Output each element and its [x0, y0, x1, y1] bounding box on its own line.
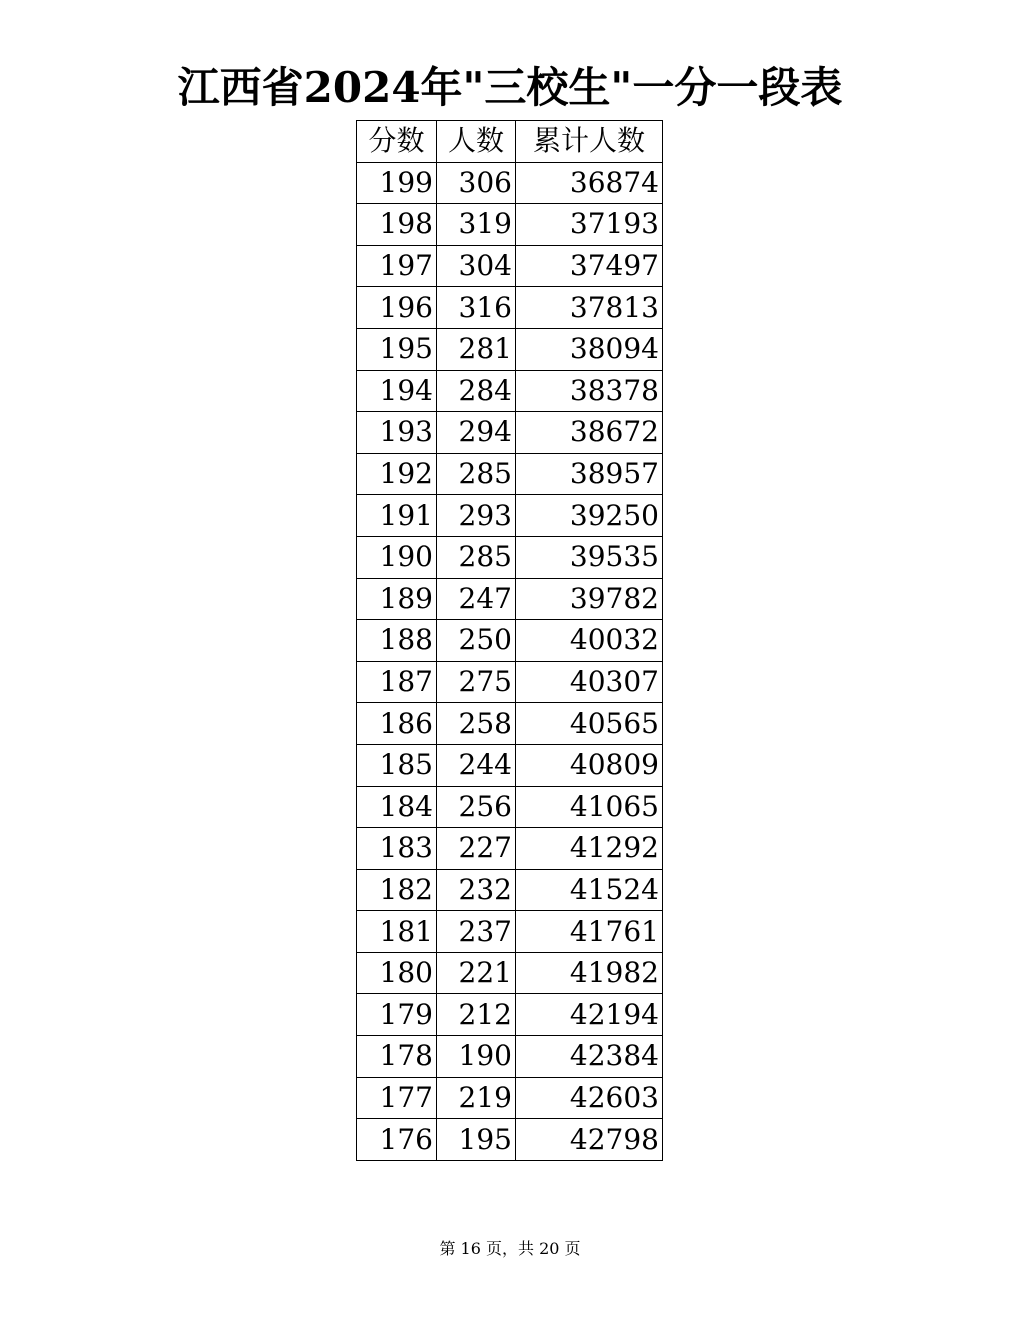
cell-score: 186 [357, 703, 437, 745]
cell-cumulative: 39782 [516, 578, 663, 620]
cell-count: 284 [437, 370, 516, 412]
cell-count: 258 [437, 703, 516, 745]
page-title: 江西省2024年"三校生"一分一段表 [177, 63, 843, 112]
cell-count: 285 [437, 453, 516, 495]
cell-score: 184 [357, 786, 437, 828]
cell-count: 219 [437, 1077, 516, 1119]
cell-count: 281 [437, 328, 516, 370]
cell-count: 319 [437, 204, 516, 246]
table-body [357, 162, 663, 1160]
cell-cumulative: 41292 [516, 828, 663, 870]
cell-cumulative: 40565 [516, 703, 663, 745]
cell-cumulative: 36874 [516, 162, 663, 204]
cell-count: 285 [437, 536, 516, 578]
cell-count: 232 [437, 869, 516, 911]
table-row [357, 245, 663, 287]
cell-count: 244 [437, 744, 516, 786]
table-row [357, 661, 663, 703]
cell-cumulative: 42384 [516, 1036, 663, 1078]
cell-cumulative: 39250 [516, 495, 663, 537]
cell-score: 180 [357, 952, 437, 994]
table-row [357, 1119, 663, 1161]
cell-score: 191 [357, 495, 437, 537]
cell-score: 194 [357, 370, 437, 412]
cell-score: 196 [357, 287, 437, 329]
cell-count: 221 [437, 952, 516, 994]
table-row [357, 162, 663, 204]
table-row [357, 828, 663, 870]
cell-count: 293 [437, 495, 516, 537]
cell-cumulative: 37497 [516, 245, 663, 287]
score-distribution-table [356, 120, 663, 1161]
column-header-count: 人数 [437, 121, 516, 163]
cell-cumulative: 41065 [516, 786, 663, 828]
cell-count: 256 [437, 786, 516, 828]
table-header-row [357, 121, 663, 163]
cell-score: 179 [357, 994, 437, 1036]
table-row [357, 994, 663, 1036]
table-row [357, 578, 663, 620]
table-row [357, 370, 663, 412]
cell-cumulative: 40032 [516, 620, 663, 662]
cell-count: 212 [437, 994, 516, 1036]
table-row [357, 744, 663, 786]
cell-score: 192 [357, 453, 437, 495]
table-row [357, 287, 663, 329]
cell-cumulative: 40809 [516, 744, 663, 786]
table-row [357, 911, 663, 953]
cell-count: 316 [437, 287, 516, 329]
table-row [357, 536, 663, 578]
cell-count: 275 [437, 661, 516, 703]
page-footer: 第 16 页，共 20 页 [439, 1239, 581, 1258]
cell-cumulative: 41982 [516, 952, 663, 994]
cell-cumulative: 38094 [516, 328, 663, 370]
cell-score: 199 [357, 162, 437, 204]
cell-cumulative: 42194 [516, 994, 663, 1036]
cell-count: 237 [437, 911, 516, 953]
table-row [357, 952, 663, 994]
cell-score: 197 [357, 245, 437, 287]
table-row [357, 869, 663, 911]
cell-cumulative: 37193 [516, 204, 663, 246]
cell-cumulative: 41524 [516, 869, 663, 911]
cell-cumulative: 38378 [516, 370, 663, 412]
cell-score: 182 [357, 869, 437, 911]
table-row [357, 1036, 663, 1078]
cell-count: 195 [437, 1119, 516, 1161]
cell-count: 304 [437, 245, 516, 287]
cell-score: 185 [357, 744, 437, 786]
cell-score: 190 [357, 536, 437, 578]
cell-count: 247 [437, 578, 516, 620]
table-row [357, 495, 663, 537]
column-header-cumulative: 累计人数 [516, 121, 663, 163]
cell-score: 193 [357, 412, 437, 454]
table-row [357, 703, 663, 745]
cell-cumulative: 40307 [516, 661, 663, 703]
cell-cumulative: 39535 [516, 536, 663, 578]
cell-count: 306 [437, 162, 516, 204]
cell-cumulative: 42798 [516, 1119, 663, 1161]
cell-score: 183 [357, 828, 437, 870]
cell-cumulative: 38957 [516, 453, 663, 495]
table-row [357, 328, 663, 370]
cell-count: 190 [437, 1036, 516, 1078]
cell-count: 227 [437, 828, 516, 870]
table-row [357, 204, 663, 246]
cell-score: 188 [357, 620, 437, 662]
cell-cumulative: 38672 [516, 412, 663, 454]
cell-cumulative: 41761 [516, 911, 663, 953]
cell-score: 195 [357, 328, 437, 370]
cell-score: 189 [357, 578, 437, 620]
cell-cumulative: 37813 [516, 287, 663, 329]
cell-count: 250 [437, 620, 516, 662]
table-row [357, 620, 663, 662]
cell-score: 198 [357, 204, 437, 246]
table-row [357, 453, 663, 495]
cell-score: 176 [357, 1119, 437, 1161]
table-row [357, 412, 663, 454]
table-row [357, 786, 663, 828]
cell-score: 187 [357, 661, 437, 703]
cell-score: 178 [357, 1036, 437, 1078]
table-row [357, 1077, 663, 1119]
cell-score: 181 [357, 911, 437, 953]
cell-cumulative: 42603 [516, 1077, 663, 1119]
column-header-score: 分数 [357, 121, 437, 163]
cell-count: 294 [437, 412, 516, 454]
cell-score: 177 [357, 1077, 437, 1119]
